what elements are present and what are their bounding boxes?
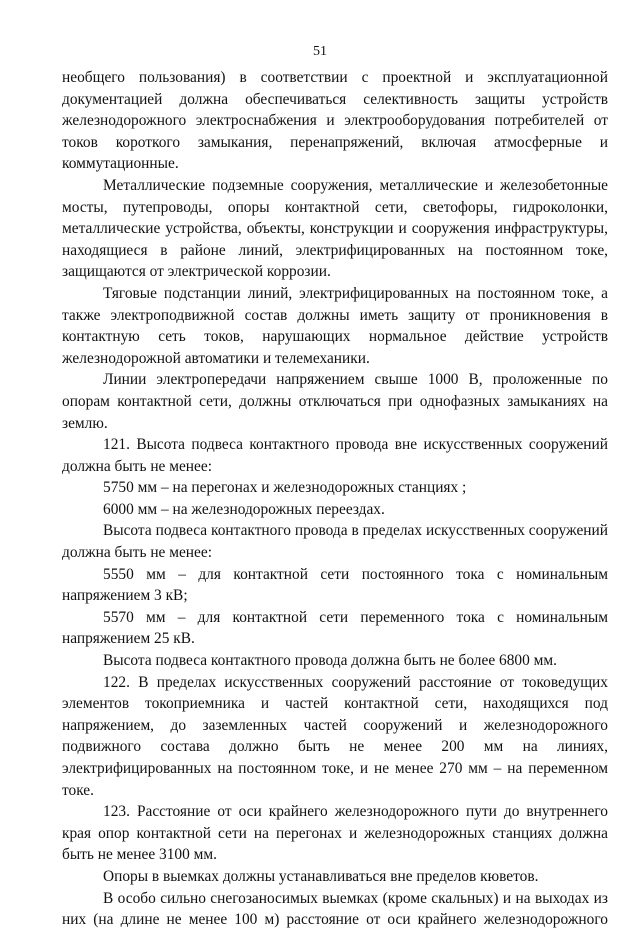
page-number: 51	[313, 44, 327, 59]
paragraph: Линии электропередачи напряжением свыше 1000 В, проложенные по опорам контактной сети, должны отключаться при однофазных замыканиях на землю.	[62, 371, 608, 432]
paragraph: необщего пользования) в соответствии с проектной и эксплуатационной документацией должна обеспечиваться селективность защиты устройств железнодорожного электроснабжения и электрооборудования потребителей от токов короткого замыкания, перенапряжений, включая атмосферные и коммутационные.	[62, 69, 608, 173]
paragraph: 121. Высота подвеса контактного провода вне искусственных сооружений должна быть не менее:	[62, 436, 608, 475]
paragraph: Опоры в выемках должны устанавливаться вне пределов кюветов.	[103, 867, 539, 885]
paragraph: 123. Расстояние от оси крайнего железнодорожного пути до внутреннего края опор контактной сети на перегонах и железнодорожных станциях должна быть не менее 3100 мм.	[62, 803, 608, 864]
paragraph: Металлические подземные сооружения, металлические и железобетонные мосты, путепроводы, опоры контактной сети, светофоры, гидроколонки, металлические устройства, объекты, конструкции и сооружения инфраструктуры, находящиеся в районе линий, электрифицированных на постоянном токе, защищаются от электрической коррозии.	[62, 176, 608, 281]
paragraph: Высота подвеса контактного провода должна быть не более 6800 мм.	[103, 652, 557, 670]
body-text	[62, 67, 608, 931]
paragraph: 5750 мм – на перегонах и железнодорожных станциях ;	[103, 479, 467, 497]
paragraph: 5570 мм – для контактной сети переменного тока с номинальным напряжением 25 кВ.	[62, 608, 608, 648]
paragraph: 6000 мм – на железнодорожных переездах.	[103, 500, 385, 518]
paragraph: 5550 мм – для контактной сети постоянного тока с номинальным напряжением 3 кВ;	[62, 565, 608, 605]
paragraph: 122. В пределах искусственных сооружений расстояние от токоведущих элементов токоприемника и частей контактной сети, находящихся под напряжением, до заземленных частей сооружений и железнодорожного подвижного состава должно быть не менее 200 мм на линиях, электрифицированных на постоянном токе, и не менее 270 мм – на переменном токе.	[62, 673, 608, 799]
paragraph: В особо сильно снегозаносимых выемках (кроме скальных) и на выходах из них (на длине не менее 100 м) расстояние от оси крайнего железнодорожного	[62, 889, 608, 929]
paragraph: Высота подвеса контактного провода в пределах искусственных сооружений должна быть не менее:	[62, 522, 608, 562]
paragraph: Тяговые подстанции линий, электрифицированных на постоянном токе, а также электроподвижной состав должны иметь защиту от проникновения в контактную сеть токов, нарушающих нормальное действие устройств железнодорожной автоматики и телемеханики.	[62, 284, 608, 367]
